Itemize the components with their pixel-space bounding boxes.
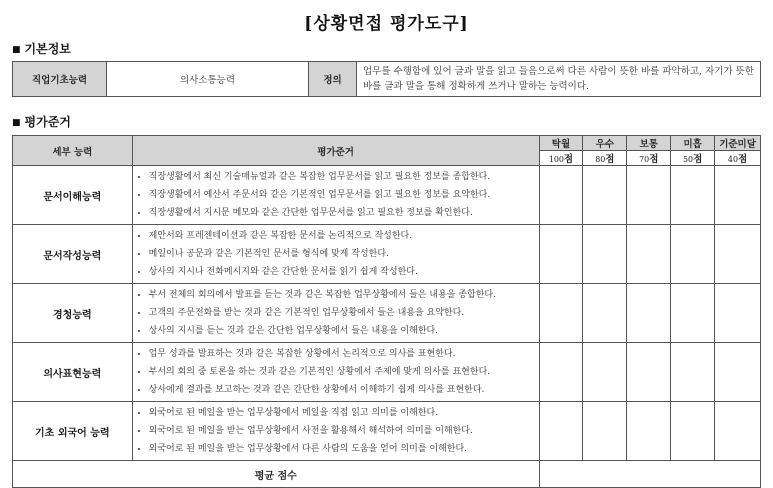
grade-label: 보통	[627, 136, 671, 151]
ability-name: 의사표현능력	[13, 343, 133, 402]
score-cell[interactable]	[671, 402, 715, 461]
score-cell[interactable]	[583, 166, 627, 225]
score-cell[interactable]	[671, 284, 715, 343]
grade-score-value: 40	[727, 155, 738, 164]
ability-name: 기초 외국어 능력	[13, 402, 133, 461]
score-cell[interactable]	[627, 166, 671, 225]
grade-score-unit: 점	[563, 154, 574, 165]
grade-score-value: 80	[595, 155, 606, 164]
basic-info-heading-text: 기본정보	[24, 42, 71, 56]
grade-score-value: 70	[639, 155, 650, 164]
criteria-item: • 외국어로 된 메일을 받는 업무상황에서 사전을 활용해서 해석하여 의미를 이해한다.	[149, 422, 535, 440]
grade-score	[671, 151, 715, 166]
grade-score-unit: 점	[693, 154, 703, 165]
criteria-item: • 메일이나 공문과 같은 기본적인 문서를 형식에 맞게 작성한다.	[149, 245, 535, 263]
score-cell[interactable]	[583, 225, 627, 284]
criteria-item: • 부서의 회의 중 토론을 하는 것과 같은 기본적인 상황에서 주제에 맞게 의사를 표현한다.	[149, 363, 535, 381]
col-header-ability: 세부 능력	[13, 136, 133, 166]
criteria-item: • 고객의 주문전화를 받는 것과 같은 기본적인 업무상황에서 들은 내용을 요약한다.	[149, 304, 535, 322]
ability-value: 의사소통능력	[107, 62, 309, 97]
evaluation-table	[12, 135, 761, 488]
criteria-cell	[132, 166, 539, 225]
criteria-item: • 상사의 지시를 듣는 것과 같은 간단한 업무상황에서 들은 내용을 이해한다.	[149, 322, 535, 340]
score-cell[interactable]	[583, 284, 627, 343]
score-cell[interactable]	[715, 402, 761, 461]
evaluation-heading	[12, 113, 71, 130]
ability-label: 직업기초능력	[13, 62, 107, 97]
grade-score-value: 100	[548, 155, 564, 164]
score-cell[interactable]	[627, 225, 671, 284]
score-cell[interactable]	[671, 343, 715, 402]
score-cell[interactable]	[539, 284, 583, 343]
score-cell[interactable]	[539, 343, 583, 402]
col-header-criteria: 평가준거	[132, 136, 539, 166]
grade-score-unit: 점	[649, 154, 659, 165]
evaluation-heading-text: 평가준거	[24, 115, 71, 129]
criteria-item: • 부서 전체의 회의에서 발표를 듣는 것과 같은 복잡한 업무상황에서 들은 내용을 종합한다.	[149, 286, 535, 304]
score-cell[interactable]	[671, 225, 715, 284]
criteria-item: • 직장생활에서 최신 기술매뉴얼과 같은 복잡한 업무문서를 읽고 필요한 정보를 종합한다.	[149, 168, 535, 186]
grade-score-unit: 점	[737, 154, 748, 165]
criteria-cell	[132, 225, 539, 284]
score-cell[interactable]	[671, 166, 715, 225]
criteria-cell	[132, 343, 539, 402]
average-score-cell[interactable]	[539, 461, 760, 488]
square-bullet-icon: ■	[12, 45, 21, 55]
table-row	[13, 284, 761, 343]
score-cell[interactable]	[583, 343, 627, 402]
score-cell[interactable]	[715, 166, 761, 225]
table-row	[13, 225, 761, 284]
score-cell[interactable]	[539, 402, 583, 461]
score-cell[interactable]	[539, 225, 583, 284]
criteria-cell	[132, 284, 539, 343]
criteria-item: • 외국어로 된 메일을 받는 업무상황에서 다른 사람의 도움을 얻어 의미를 이해한다.	[149, 440, 535, 458]
ability-name: 문서작성능력	[13, 225, 133, 284]
grade-label: 우수	[583, 136, 627, 151]
score-cell[interactable]	[715, 284, 761, 343]
average-row	[13, 461, 761, 488]
score-cell[interactable]	[627, 284, 671, 343]
grade-score	[627, 151, 671, 166]
square-bullet-icon: ■	[12, 118, 21, 128]
grade-label: 기준미달	[715, 136, 761, 151]
grade-label: 미흡	[671, 136, 715, 151]
grade-score	[539, 151, 583, 166]
definition-label: 정의	[309, 62, 357, 97]
table-row	[13, 402, 761, 461]
definition-text: 업무를 수행함에 있어 글과 말을 읽고 들음으로써 다른 사람이 뜻한 바를 파악하고, 자기가 뜻한 바를 글과 말을 통해 정확하게 쓰거나 말하는 능력이다.	[357, 62, 761, 97]
criteria-item: • 제안서와 프레젠테이션과 같은 복잡한 문서를 논리적으로 작성한다.	[149, 227, 535, 245]
score-cell[interactable]	[715, 343, 761, 402]
grade-score	[715, 151, 761, 166]
score-cell[interactable]	[539, 166, 583, 225]
table-row	[13, 343, 761, 402]
page-title: [상황면접 평가도구]	[304, 14, 469, 34]
criteria-item: • 직장생활에서 지시문 메모와 같은 간단한 업무문서를 읽고 필요한 정보를 확인한다.	[149, 204, 535, 222]
criteria-cell	[132, 402, 539, 461]
ability-name: 문서이해능력	[13, 166, 133, 225]
score-cell[interactable]	[715, 225, 761, 284]
score-cell[interactable]	[627, 402, 671, 461]
grade-score	[583, 151, 627, 166]
basic-info-heading	[12, 40, 71, 57]
criteria-item: • 상사에게 결과를 보고하는 것과 같은 간단한 상황에서 이해하기 쉽게 의사를 표현한다.	[149, 381, 535, 399]
table-row	[13, 166, 761, 225]
criteria-item: • 외국어로 된 메일을 받는 업무상황에서 메일을 직접 읽고 의미를 이해한다.	[149, 404, 535, 422]
score-cell[interactable]	[627, 343, 671, 402]
ability-name: 경청능력	[13, 284, 133, 343]
criteria-item: • 직장생활에서 예산서 주문서와 같은 기본적인 업무문서를 읽고 필요한 정보를 요약한다.	[149, 186, 535, 204]
grade-label: 탁월	[539, 136, 583, 151]
criteria-item: • 업무 성과를 발표하는 것과 같은 복잡한 상황에서 논리적으로 의사를 표현한다.	[149, 345, 535, 363]
score-cell[interactable]	[583, 402, 627, 461]
grade-score-unit: 점	[605, 154, 615, 165]
average-label: 평균 점수	[13, 461, 540, 488]
criteria-item: • 상사의 지시나 전화메시지와 같은 간단한 문서를 읽기 쉽게 작성한다.	[149, 263, 535, 281]
basic-info-table	[12, 61, 761, 97]
grade-score-value: 50	[683, 155, 694, 164]
